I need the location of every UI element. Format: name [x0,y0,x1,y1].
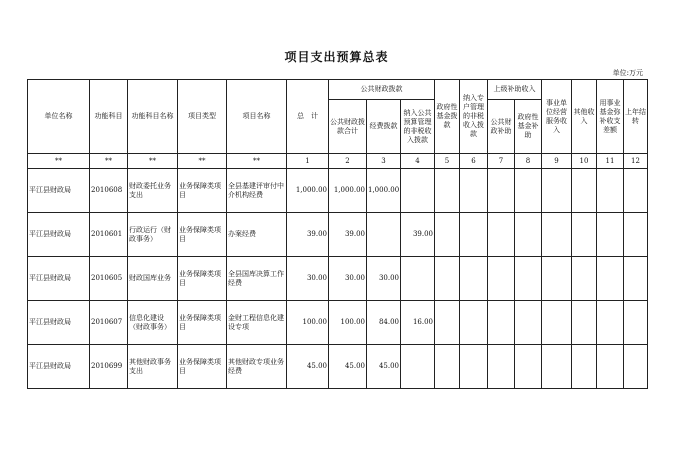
index-cell: 10 [572,154,597,169]
empty-cell [435,169,460,213]
empty-cell [572,301,597,345]
budget-table [27,79,648,389]
empty-cell [515,169,542,213]
empty-cell [488,257,515,301]
header-public-subsidy: 公共财政补助 [488,100,515,154]
cell-nontax-in-budget [401,345,435,389]
empty-cell [488,345,515,389]
cell-function-name: 其他财政事务支出 [128,345,178,389]
cell-function-name: 信息化建设（财政事务） [128,301,178,345]
cell-function-name: 行政运行（财政事务） [128,213,178,257]
index-cell: ** [128,154,178,169]
cell-funding: 84.00 [367,301,401,345]
empty-cell [572,169,597,213]
empty-cell [624,169,648,213]
header-function-name: 功能科目名称 [128,80,178,154]
cell-public-finance-total: 100.00 [329,301,367,345]
empty-cell [460,213,488,257]
cell-public-finance-total: 30.00 [329,257,367,301]
cell-public-finance-total: 45.00 [329,345,367,389]
empty-cell [515,301,542,345]
empty-cell [572,213,597,257]
header-carryover: 上年结转 [624,80,648,154]
index-cell: ** [90,154,128,169]
empty-cell [624,345,648,389]
empty-cell [488,301,515,345]
unit-label: 单位:万元 [612,69,643,77]
empty-cell [460,169,488,213]
empty-cell [624,257,648,301]
header-project-type: 项目类型 [178,80,227,154]
empty-cell [515,213,542,257]
cell-total: 100.00 [287,301,329,345]
empty-cell [435,213,460,257]
header-project-name: 项目名称 [227,80,287,154]
table-row [28,213,648,257]
header-superior-subsidy: 上级补助收入 [488,80,542,100]
empty-cell [460,301,488,345]
empty-cell [597,345,624,389]
header-unit-name: 单位名称 [28,80,90,154]
cell-public-finance-total: 39.00 [329,213,367,257]
empty-cell [515,257,542,301]
cell-unit-name: 平江县财政局 [28,169,90,213]
empty-cell [460,345,488,389]
index-cell: 6 [460,154,488,169]
empty-cell [542,169,572,213]
cell-unit-name: 平江县财政局 [28,257,90,301]
empty-cell [572,345,597,389]
cell-project-name: 办案经费 [227,213,287,257]
empty-cell [515,345,542,389]
empty-cell [542,301,572,345]
table-row [28,257,648,301]
cell-project-type: 业务保障类项目 [178,345,227,389]
empty-cell [542,257,572,301]
cell-project-type: 业务保障类项目 [178,301,227,345]
index-cell: 7 [488,154,515,169]
header-public-finance-total: 公共财政拨款合计 [329,100,367,154]
empty-cell [542,213,572,257]
cell-nontax-in-budget: 16.00 [401,301,435,345]
cell-total: 39.00 [287,213,329,257]
header-public-finance: 公共财政拨款 [329,80,435,100]
index-row [28,154,648,169]
cell-function-name: 财政委托业务支出 [128,169,178,213]
index-cell: 9 [542,154,572,169]
empty-cell [597,213,624,257]
cell-function-code: 2010608 [90,169,128,213]
cell-unit-name: 平江县财政局 [28,213,90,257]
header-gov-fund-subsidy: 政府性基金补助 [515,100,542,154]
cell-funding: 45.00 [367,345,401,389]
page-title: 项目支出预算总表 [284,50,389,64]
header-nontax-in-budget: 纳入公共预算管理的非税收入拨款 [401,100,435,154]
empty-cell [624,213,648,257]
empty-cell [488,213,515,257]
cell-nontax-in-budget: 39.00 [401,213,435,257]
header-other-income: 其他收入 [572,80,597,154]
cell-funding [367,213,401,257]
table-row [28,345,648,389]
index-cell: 8 [515,154,542,169]
empty-cell [542,345,572,389]
index-cell: ** [178,154,227,169]
index-cell: 5 [435,154,460,169]
cell-unit-name: 平江县财政局 [28,345,90,389]
empty-cell [597,301,624,345]
cell-function-code: 2010601 [90,213,128,257]
table-row [28,169,648,213]
empty-cell [435,301,460,345]
index-cell: 2 [329,154,367,169]
cell-project-name: 其他财政专项业务经费 [227,345,287,389]
header-gov-fund: 政府性基金拨款 [435,80,460,154]
cell-funding: 30.00 [367,257,401,301]
cell-function-code: 2010699 [90,345,128,389]
header-function-code: 功能科目 [90,80,128,154]
cell-project-type: 业务保障类项目 [178,257,227,301]
header-institution-income: 事业单位经营服务收入 [542,80,572,154]
empty-cell [597,257,624,301]
cell-function-name: 财政国库业务 [128,257,178,301]
cell-project-name: 全县国库决算工作经费 [227,257,287,301]
table-row [28,301,648,345]
cell-project-name: 全县基建评审付中介机构经费 [227,169,287,213]
empty-cell [572,257,597,301]
cell-total: 30.00 [287,257,329,301]
empty-cell [624,301,648,345]
index-cell: 3 [367,154,401,169]
index-cell: ** [227,154,287,169]
cell-function-code: 2010605 [90,257,128,301]
cell-unit-name: 平江县财政局 [28,301,90,345]
cell-public-finance-total: 1,000.00 [329,169,367,213]
cell-nontax-in-budget [401,257,435,301]
cell-funding: 1,000.00 [367,169,401,213]
cell-function-code: 2010607 [90,301,128,345]
table-body [28,154,648,389]
header-total: 总 计 [287,80,329,154]
empty-cell [597,169,624,213]
cell-total: 45.00 [287,345,329,389]
index-cell: 1 [287,154,329,169]
cell-project-type: 业务保障类项目 [178,213,227,257]
cell-nontax-in-budget [401,169,435,213]
header-institution-fund: 用事业基金弥补收支差额 [597,80,624,154]
index-cell: ** [28,154,90,169]
empty-cell [488,169,515,213]
header-special-nontax: 纳入专户管理的非税收入拨款 [460,80,488,154]
cell-project-name: 金财工程信息化建设专项 [227,301,287,345]
empty-cell [460,257,488,301]
header-funding: 经费拨款 [367,100,401,154]
cell-project-type: 业务保障类项目 [178,169,227,213]
index-cell: 11 [597,154,624,169]
empty-cell [435,345,460,389]
index-cell: 4 [401,154,435,169]
cell-total: 1,000.00 [287,169,329,213]
index-cell: 12 [624,154,648,169]
empty-cell [435,257,460,301]
